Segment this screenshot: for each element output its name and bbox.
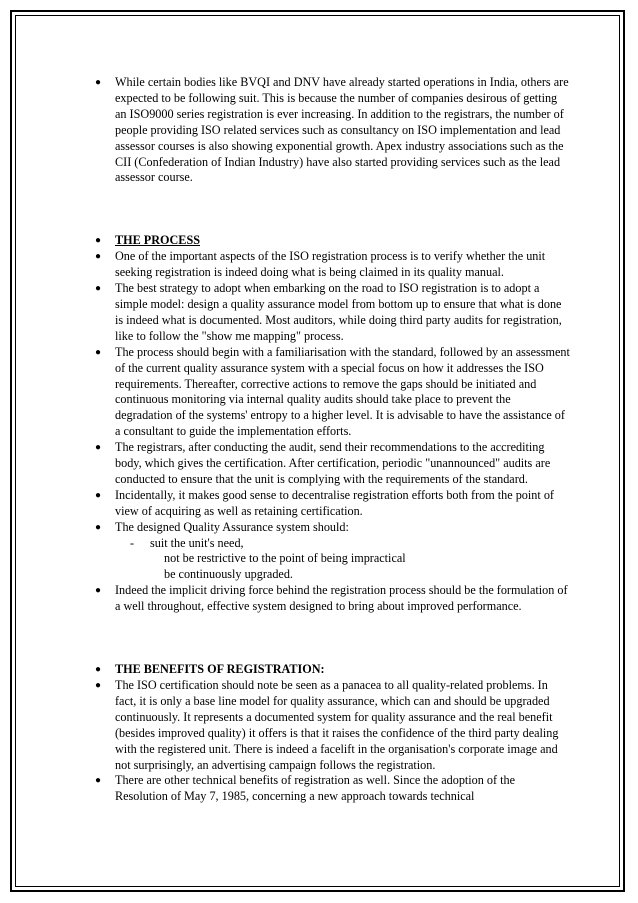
paragraph: While certain bodies like BVQI and DNV have already started operations in India, others are expected to be following suit. This is because the number of companies desirous of getting an ISO9000 series registration is ever increasing. In addition to the registrars, the number of people providing ISO related services such as consultancy on ISO implementation and lead assessor courses is also showing exponential growth. Apex industry associations such as the CII (Confederation of Indian Industry) have also started providing services such as the lead assessor course. [115,75,569,185]
paragraph: One of the important aspects of the ISO registration process is to verify whether the unit seeking registration is indeed doing what is being claimed in its quality manual. [115,249,546,280]
benefits-list [95,662,570,805]
list-item [95,583,570,615]
paragraph: Indeed the implicit driving force behind the registration process should be the formulation of a well throughout, effective system designed to bring about improved performance. [115,583,568,614]
sublist-item [130,551,570,567]
list-item [95,773,570,805]
list-item [95,345,570,440]
bullet-icon: ● [95,77,102,88]
bullet-icon: ● [95,442,102,454]
bullet-icon: ● [95,775,102,787]
paragraph: There are other technical benefits of registration as well. Since the adoption of the Resolution of May 7, 1985, concerning a new approach towards technical [115,773,516,804]
section-heading-item [95,662,570,678]
sublist-text: be continuously upgraded. [164,567,293,582]
dash-icon: - [130,535,135,550]
bullet-icon: ● [95,521,102,533]
section-spacer [95,615,570,662]
list-item [95,249,570,281]
paragraph: The designed Quality Assurance system should: [115,519,349,534]
bullet-icon: ● [95,680,102,691]
bullet-icon: ● [95,283,102,295]
paragraph: Incidentally, it makes good sense to decentralise registration efforts both from the point of view of acquiring as well as retaining certification. [115,487,554,518]
list-item [95,75,570,186]
section-heading-benefits: THE BENEFITS OF REGISTRATION: [115,662,325,677]
sublist-item [130,567,570,583]
paragraph: The ISO certification should note be seen as a panacea to all quality-related problems. In fact, it is only a base line model for quality assurance, which can and should be upgraded continuously. It represents a documented system for quality assurance and the real benefit (besides improved quality) it offers is that it raises the confidence of the third party dealing with the registered unit. There is indeed a facelift in the organisation's corporate image and not surprisingly, an advertising campaign follows the registration. [115,678,559,772]
bullet-icon: ● [95,585,102,597]
sublist-text: not be restrictive to the point of being impractical [164,551,406,566]
section-spacer [95,186,570,233]
bullet-icon: ● [95,489,102,501]
list-item [95,520,570,584]
paragraph: The best strategy to adopt when embarking on the road to ISO registration is to adopt a simple model: design a quality assurance model from bottom up to ensure that what is done is indeed what is documented. Most auditors, while doing third party audits for registration, like to follow the "show me mapping" process. [115,281,562,343]
document-body [95,75,570,805]
paragraph: The registrars, after conducting the audit, send their recommendations to the accrediting body, which gives the certification. After certification, periodic "unannounced" audits are conducted to ensure that the unit is complying with the requirements of the standard. [115,440,551,486]
section-heading-item [95,233,570,249]
bullet-icon: ● [95,664,102,676]
sublist-item [130,536,570,552]
intro-list [95,75,570,186]
list-item [95,678,570,773]
process-list [95,233,570,615]
list-item [95,440,570,488]
list-item [95,281,570,345]
bullet-icon: ● [95,251,102,263]
bullet-icon: ● [95,346,102,358]
section-heading-process: THE PROCESS [115,233,200,248]
sublist-text: suit the unit's need, [150,535,244,550]
requirements-sublist [115,536,570,584]
paragraph: The process should begin with a familiarisation with the standard, followed by an assessment of the current quality assurance system with a special focus on how it addresses the ISO requirements. Thereafter, corrective actions to remove the gaps should be initiated and continuous monitoring via internal quality audits should take place to prevent the degradation of the systems' entropy to a higher level. It is advisable to have the assistance of a consultant to guide the implementation efforts. [115,344,570,439]
bullet-icon: ● [95,235,102,247]
list-item [95,488,570,520]
